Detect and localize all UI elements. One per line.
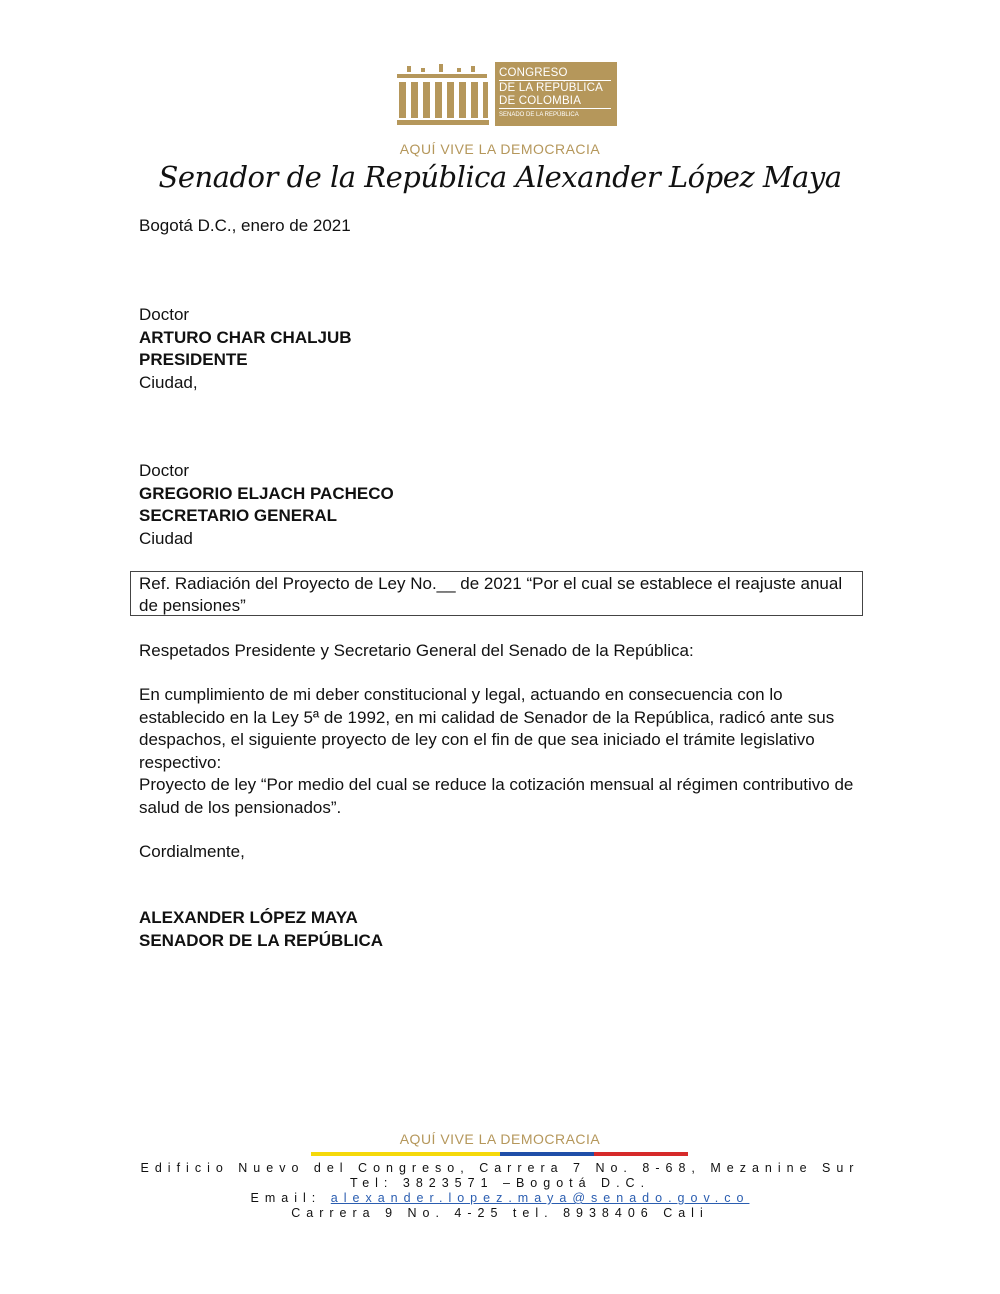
congress-logo-panel	[495, 62, 617, 126]
footer-email-line	[0, 1191, 1000, 1205]
recipient2-name: GREGORIO ELJACH PACHECO	[139, 484, 394, 503]
footer-phone: Tel: 3823571 –Bogotá D.C.	[349, 1176, 651, 1190]
paragraph-1: En cumplimiento de mi deber constitucional y legal, actuando en consecuencia con lo establecido en la Ley 5ª de 1992, en mi calidad de Senador de la República, radicó ante sus despachos, el siguiente proyecto de ley con el fin de que sea iniciado el trámite legislativo respectivo:	[139, 685, 835, 772]
header-tagline: AQUÍ VIVE LA DEMOCRACIA	[399, 141, 601, 157]
recipient1-city: Ciudad,	[139, 373, 198, 392]
logo-line-2: DE LA REPÚBLICA	[499, 82, 603, 94]
logo-divider	[499, 80, 611, 81]
flag-color-bar	[311, 1152, 688, 1156]
recipient1-salutation: Doctor	[139, 305, 190, 324]
logo-line-3: DE COLOMBIA	[499, 95, 582, 107]
capitol-building-icon	[383, 62, 491, 126]
recipient2-city: Ciudad	[139, 529, 193, 548]
flag-blue-stripe	[500, 1152, 594, 1156]
footer-cali-address: Carrera 9 No. 4-25 tel. 8938406 Cali	[291, 1206, 709, 1220]
flag-red-stripe	[594, 1152, 688, 1156]
recipient2-salutation: Doctor	[139, 461, 190, 480]
recipient1-title: PRESIDENTE	[139, 350, 248, 369]
footer-tagline: AQUÍ VIVE LA DEMOCRACIA	[399, 1131, 601, 1147]
recipient1-name: ARTURO CHAR CHALJUB	[139, 328, 352, 347]
signature-title: SENADOR DE LA REPÚBLICA	[139, 931, 383, 950]
flag-yellow-stripe	[311, 1152, 500, 1156]
reference-box	[130, 571, 863, 616]
paragraph-2: Proyecto de ley “Por medio del cual se reduce la cotización mensual al régimen contributivo de salud de los pensionados”.	[139, 775, 854, 817]
closing: Cordialmente,	[139, 842, 245, 861]
senator-heading: Senador de la República Alexander López Maya	[158, 160, 842, 194]
logo-line-1: CONGRESO	[499, 67, 568, 79]
footer-address: Edificio Nuevo del Congreso, Carrera 7 No. 8-68, Mezanine Sur	[140, 1161, 860, 1175]
congress-logo	[383, 62, 617, 126]
logo-divider	[499, 108, 611, 109]
logo-subline: SENADO DE LA REPÚBLICA	[499, 112, 579, 118]
letter-date: Bogotá D.C., enero de 2021	[139, 216, 351, 235]
reference-text: Ref. Radiación del Proyecto de Ley No.__ de 2021 “Por el cual se establece el reajuste anual de pensiones”	[139, 574, 843, 615]
greeting: Respetados Presidente y Secretario General del Senado de la República:	[139, 641, 694, 660]
footer-email-link[interactable]: alexander.lopez.maya@senado.gov.co	[330, 1191, 750, 1205]
recipient2-title: SECRETARIO GENERAL	[139, 506, 338, 525]
footer-email-label: Email:	[250, 1191, 322, 1205]
signature-name: ALEXANDER LÓPEZ MAYA	[139, 908, 358, 927]
